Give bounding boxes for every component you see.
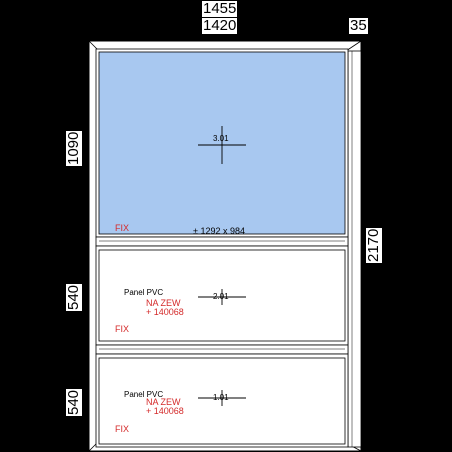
- note-bottom-line1: NA ZEW: [146, 397, 181, 407]
- note-bottom-line2: + 140068: [146, 406, 184, 416]
- middle-section-height-label: 540: [65, 284, 82, 310]
- section-number-top: 3.01: [213, 134, 229, 143]
- section-number-middle: 2.01: [213, 292, 229, 301]
- panel-label-middle: Panel PVC: [124, 288, 164, 297]
- transom-bar-2: [96, 345, 348, 354]
- bottom-section-height-label: 540: [65, 389, 82, 415]
- note-middle-line2: + 140068: [146, 307, 184, 317]
- overall-height-label: 2170: [365, 228, 382, 262]
- fix-label-bottom: FIX: [115, 424, 130, 434]
- panel-label-bottom: Panel PVC: [124, 390, 164, 399]
- top-section-height-label: 1090: [65, 131, 82, 165]
- right-rail: [348, 51, 361, 447]
- frame-width-label: 1420: [203, 17, 237, 34]
- right-offset-label: 35: [350, 17, 367, 34]
- fix-label-top: FIX: [115, 223, 130, 233]
- transom-bar-1: [96, 237, 348, 246]
- glass-size-label: ± 1292 x 984: [193, 226, 245, 236]
- note-middle-line1: NA ZEW: [146, 298, 181, 308]
- fix-label-middle: FIX: [115, 324, 130, 334]
- section-number-bottom: 1.01: [213, 393, 229, 402]
- overall-width-label: 1455: [203, 0, 237, 17]
